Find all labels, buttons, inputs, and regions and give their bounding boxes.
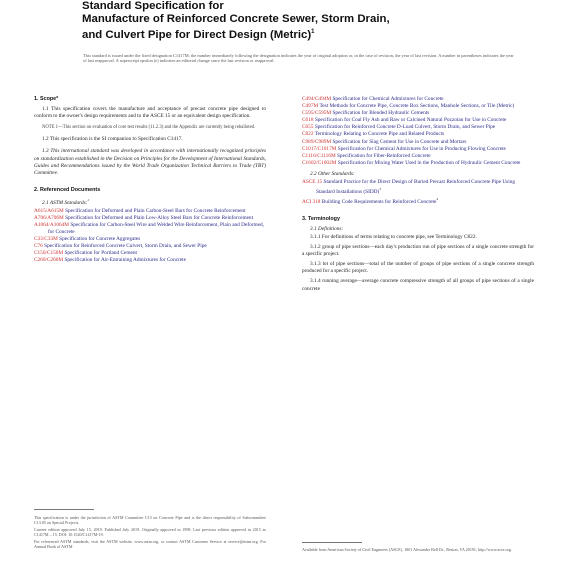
document-title (82, 0, 522, 42)
reference-item[interactable] (302, 131, 534, 138)
note-1: NOTE 1—This section on evaluation of core test results (11.2.3) and the Appendix are currently being reballoted. (42, 125, 256, 131)
issue-note: This standard is issued under the fixed designation C1417M; the number immediately following the designation indicates the year of original adoption or, in the case of revision, the year of last revision. A number in parentheses indicates the year of last reapproval. A superscript epsilon (ε) indicates an editorial change since the last revision or reapproval. (83, 53, 514, 64)
left-column (34, 96, 266, 264)
footnote-asce: Available from American Society of Civil Engineers (ASCE), 1801 Alexander Bell Dr., Reston, VA 20191, http://www.asce.org. (302, 547, 512, 552)
reference-title: Specification for Deformed and Plain Carbon-Steel Bars for Concrete Reinforcement (65, 207, 246, 214)
reference-item[interactable] (302, 179, 534, 196)
footnote-1: This specification is under the jurisdiction of ASTM Committee C13 on Concrete Pipe and is the direct responsibility of Subcommittee C13.05 on Special Projects. (34, 515, 266, 526)
reference-code: C1017/C1017M (302, 145, 337, 152)
reference-code: C150/C150M (34, 250, 64, 257)
reference-title: Specification for Mixing Water Used in the Production of Hydraulic Cement Concrete (337, 159, 521, 166)
reference-item[interactable] (302, 160, 534, 167)
reference-footnote-mark: 4 (436, 196, 439, 201)
reference-code: C494/C494M (302, 96, 332, 102)
reference-code: C655 (302, 124, 314, 131)
reference-item[interactable] (34, 257, 266, 264)
reference-code: C822 (302, 131, 314, 138)
reference-code: A1064/A1064M (34, 221, 70, 228)
reference-title: Specification for Carbon-Steel Wire and Welded Wire Reinforcement, Plain and Deformed, for Concrete (48, 221, 264, 235)
reference-title: Standard Practice for the Direct Design of Buried Precast Reinforced Concrete Pipe Using Standard Installations (SIDD) (316, 179, 516, 195)
footnote-divider (302, 542, 362, 543)
reference-title: Specification for Reinforced Concrete Culvert, Storm Drain, and Sewer Pipe (44, 243, 207, 250)
reference-code: C76 (34, 243, 43, 250)
paragraph-3-1-4: 3.1.4 running average—average concrete compressive strength of all groups of pipe sections of a single concrete (302, 278, 534, 292)
footnote-3: For referenced ASTM standards, visit the ASTM website, www.astm.org, or contact ASTM Customer Service at service@astm.org. For Annual Book of ASTM (34, 539, 266, 550)
right-column (302, 96, 534, 293)
reference-footnote-mark: 3 (379, 187, 381, 192)
footnote-2: Current edition approved July 15, 2019. Published July 2019. Originally approved in 1998. Last previous edition approved in 2015 as C1417M – 15. DOI: 10.1520/C1417M-19. (34, 527, 266, 538)
reference-code: C595/C595M (302, 110, 332, 117)
reference-title: Specification for Coal Fly Ash and Raw or Calcined Natural Pozzolan for Use in Concrete (314, 117, 507, 124)
title-line-3-text: and Culvert Pipe for Direct Design (Metric) (82, 28, 312, 41)
reference-code: C33/C33M (34, 236, 58, 243)
reference-title: Specification for Air-Entraining Admixtures for Concrete (64, 257, 187, 264)
reference-code: ASCE 15 (302, 179, 323, 186)
reference-code: A706/A706M (34, 214, 64, 221)
reference-item[interactable] (302, 146, 534, 153)
paragraph-3-1-2: 3.1.2 group of pipe sections—each day's production run of pipe sections of a single concrete strength for a specific project. (302, 244, 534, 258)
reference-code: C618 (302, 117, 314, 124)
paragraph-1-3: 1.3 This international standard was developed in accordance with internationally recognized principles on standardization established in the Decision on Principles for the Development of International Standards, Guides and Recommendations issued by the World Trade Organization Technical Barriers to Trade (TBT) Committee. (34, 148, 266, 176)
reference-title: Specification for Slag Cement for Use in Concrete and Mortars (332, 138, 467, 145)
reference-title: Specification for Deformed and Plain Low-Alloy Steel Bars for Concrete Reinforcement (65, 214, 254, 221)
paragraph-3-1-1: 3.1.1 For definitions of terms relating to concrete pipe, see Terminology C822. (310, 233, 477, 240)
title-line-3 (82, 26, 522, 42)
reference-code: A615/A615M (34, 207, 64, 214)
reference-title: Specification for Fiber-Reinforced Concrete (336, 152, 431, 159)
terminology-heading: 3. Terminology (302, 215, 340, 222)
referenced-documents-heading: 2. Referenced Documents (34, 186, 101, 193)
other-standards-label: 2.2 Other Standards: (310, 170, 355, 177)
reference-item[interactable] (302, 196, 534, 206)
astm-standards-label-text: 2.1 ASTM Standards: (42, 199, 88, 206)
reference-code: C1116/C1116M (302, 152, 336, 159)
title-footnote-mark: 1 (311, 29, 315, 35)
reference-code: C989/C989M (302, 138, 332, 145)
reference-title: Specification for Chemical Admixtures for Use in Producing Flowing Concrete (337, 145, 506, 152)
reference-title: Test Methods for Concrete Pipe, Concrete Box Sections, Manhole Sections, or Tile (Metric) (319, 103, 515, 110)
footnote-divider (34, 509, 94, 510)
reference-title: Specification for Reinforced Concrete D-Load Culvert, Storm Drain, and Sewer Pipe (314, 124, 496, 131)
reference-code: ACI 318 (302, 198, 321, 205)
reference-item[interactable] (302, 139, 534, 146)
reference-code: C260/C260M (34, 257, 64, 264)
reference-item[interactable] (302, 153, 534, 160)
reference-item[interactable] (302, 124, 534, 131)
reference-title: Terminology Relating to Concrete Pipe and Related Products (314, 131, 445, 138)
reference-item[interactable] (34, 222, 266, 236)
paragraph-3-1-3: 3.1.3 lot of pipe sections—total of the number of groups of pipe sections of a single concrete strength produced for a specific project. (302, 261, 534, 275)
paragraph-1-2: 1.2 This specification is the SI companion to Specification C1417. (42, 136, 183, 143)
reference-title: Building Code Requirements for Reinforced Concrete (321, 198, 437, 205)
reference-item[interactable] (34, 208, 266, 215)
reference-item[interactable] (34, 215, 266, 222)
reference-title: Specification for Chemical Admixtures for Concrete (332, 96, 444, 102)
paragraph-3-1: 3.1 Definitions: (310, 225, 344, 232)
title-line-1: Standard Specification for (82, 0, 224, 12)
astm-standards-label (34, 197, 266, 207)
astm-footnote-mark: 2 (87, 197, 90, 202)
reference-code: C1602/C1602M (302, 159, 337, 166)
reference-title: Specification for Blended Hydraulic Cements (332, 110, 430, 117)
paragraph-1-1: 1.1 This specification covers the manufacture and acceptance of precast concrete pipe designed to conform to the owner's design requirements and to the ASCE 15 or an equivalent design specification. (34, 106, 266, 120)
reference-title: Specification for Concrete Aggregates (59, 236, 141, 243)
title-line-2: Manufacture of Reinforced Concrete Sewer, Storm Drain, (82, 13, 390, 25)
scope-heading: 1. Scope* (34, 96, 59, 102)
footnotes-right (302, 547, 534, 554)
footnotes-left (34, 515, 266, 552)
reference-title: Specification for Portland Cement (64, 250, 137, 257)
reference-code: C497M (302, 103, 319, 110)
